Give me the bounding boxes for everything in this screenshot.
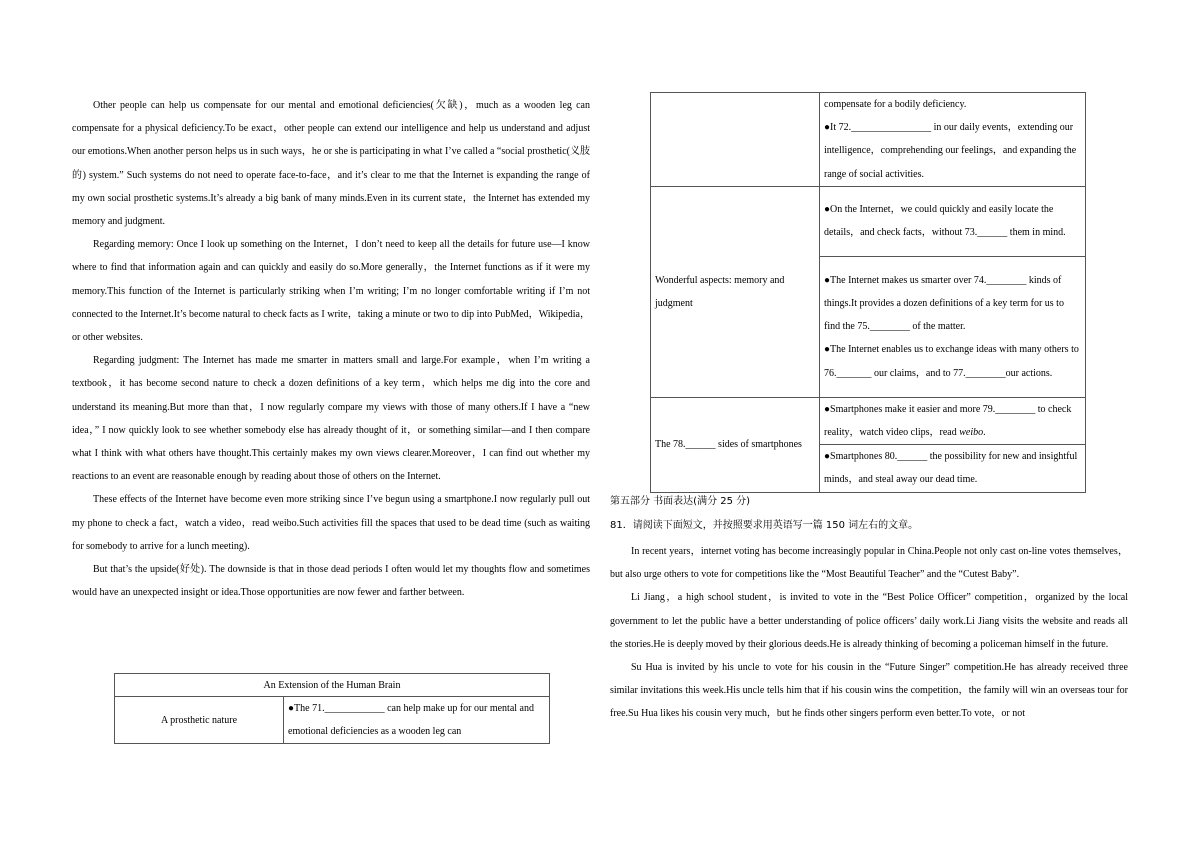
summary-table-part2 xyxy=(650,92,1086,493)
passage-paragraph-2: Regarding memory: Once I look up something on the Internet，I don’t need to keep all the details for future use—I know where to find that information again and can quickly and easily do so.More generally，the Internet functions as if it were my memory.This function of the Internet is particularly striking when I’m writing; I’m no longer comfortable writing if I’m not connected to the Internet.It’s become natural to check facts as I write，taking a minute or two to dip into PubMed，Wikipedia，or other websites. xyxy=(72,239,590,344)
table-cell-text: . xyxy=(983,427,986,439)
table-cell-line: ●The Internet makes us smarter over 74.________ kinds of things.It provides a dozen definitions of a key term for us to find the 75.________ of the matter. xyxy=(824,274,1064,333)
passage-paragraph-4: These effects of the Internet have become even more striking since I’ve begun using a smartphone.I now regularly pull out my phone to check a fact，watch a video，read weibo.Such activities fill the spaces that used to be dead time (such as waiting for somebody to arrive for a lunch meeting). xyxy=(72,494,590,552)
table-cell xyxy=(820,397,1086,444)
table-cell: ●Smartphones 80.______ the possibility for new and insightful minds，and steal away our dead time. xyxy=(820,445,1086,492)
table-row-label: Wonderful aspects: memory and judgment xyxy=(651,186,820,397)
passage-paragraph-5: But that’s the upside(好处). The downside is that in those dead periods I often would let my thoughts flow and sometimes would have an unexpected insight or idea.Those opportunities are now fewer and farther between. xyxy=(72,564,590,599)
passage-paragraph-1: Other people can help us compensate for our mental and emotional deficiencies(欠缺)，much as a wooden leg can compensate for a physical deficiency.To be exact，other people can extend our intelligence and help us understand and adjust our emotions.When another person helps us in such ways，he or she is participating in what I’ve called a “social prosthetic(义肢的) system.” Such systems do not need to operate face-to-face，and it’s clear to me that the Internet is expanding the range of my own social prosthetic systems.It’s already a big bank of many minds.Even in its current state，the Internet has extended my memory and judgment. xyxy=(72,100,590,228)
writing-paragraph-2: Li Jiang，a high school student，is invited to vote in the “Best Police Officer” competition，organized by the local government to let the public have a better understanding of police officers’ daily work.Li Jiang visits the website and reads all the stories.He is deeply moved by their glorious deeds.He is already thinking of becoming a policeman himself in the future. xyxy=(610,592,1128,650)
passage xyxy=(72,94,590,604)
writing-paragraph-3: Su Hua is invited by his uncle to vote for his cousin in the “Future Singer” competition.He has already received three similar invitations this week.His uncle tells him that if his cousin wins the competition，the family will win an overseas tour for free.Su Hua likes his cousin very much，but he finds other singers perform even better.To vote，or not xyxy=(610,662,1128,720)
table-cell-italic: weibo xyxy=(959,427,984,439)
table-cell xyxy=(820,256,1086,397)
writing-passage xyxy=(610,540,1128,726)
table-cell-text: ●Smartphones make it easier and more 79.________ to check reality，watch video clips，read xyxy=(824,403,1072,439)
summary-table-part1 xyxy=(114,673,550,744)
writing-paragraph-1: In recent years，internet voting has become increasingly popular in China.People not only cast on-line votes themselves，but also urge others to vote for competitions like the “Most Beautiful Teacher” and the “Cutest Baby”. xyxy=(610,546,1128,581)
table-row-label xyxy=(651,93,820,187)
writing-task-instruction: 81．请阅读下面短文，并按照要求用英语写一篇 150 词左右的文章。 xyxy=(610,520,919,531)
table-cell: ●On the Internet，we could quickly and easily locate the details，and check facts，without 73.______ them in mind. xyxy=(820,186,1086,256)
table-cell xyxy=(820,93,1086,187)
table-row-label: The 78.______ sides of smartphones xyxy=(651,397,820,492)
table-row-label: A prosthetic nature xyxy=(115,697,284,744)
table-title: An Extension of the Human Brain xyxy=(115,674,550,697)
passage-paragraph-3: Regarding judgment: The Internet has made me smarter in matters small and large.For example，when I’m writing a textbook，it has become second nature to check a dozen definitions of a key term，which helps me dig into the core and understand its meaning.But more than that，I now regularly compare my views with those of many others.If I have a “new idea，” I now quickly look to see whether somebody else has already thought of it，or something similar—and I then compare what I think with what others have thought.This certainly makes my own views clearer.Moreover，I can find out whether my reactions to an event are reasonable enough by reading about those of others on the Internet. xyxy=(72,355,590,483)
table-cell: ●The 71.____________ can help make up for our mental and emotional deficiencies as a wooden leg can xyxy=(284,697,550,744)
table-cell-line: ●The Internet enables us to exchange ideas with many others to 76._______ our claims，and to 77.________our actions. xyxy=(824,344,1079,379)
table-cell-line: compensate for a bodily deficiency. xyxy=(824,99,967,110)
table-cell-line: ●It 72.________________ in our daily events，extending our intelligence，comprehending our feelings，and expanding the range of social activities. xyxy=(824,122,1077,180)
section-heading: 第五部分 书面表达(满分 25 分) xyxy=(610,496,751,507)
